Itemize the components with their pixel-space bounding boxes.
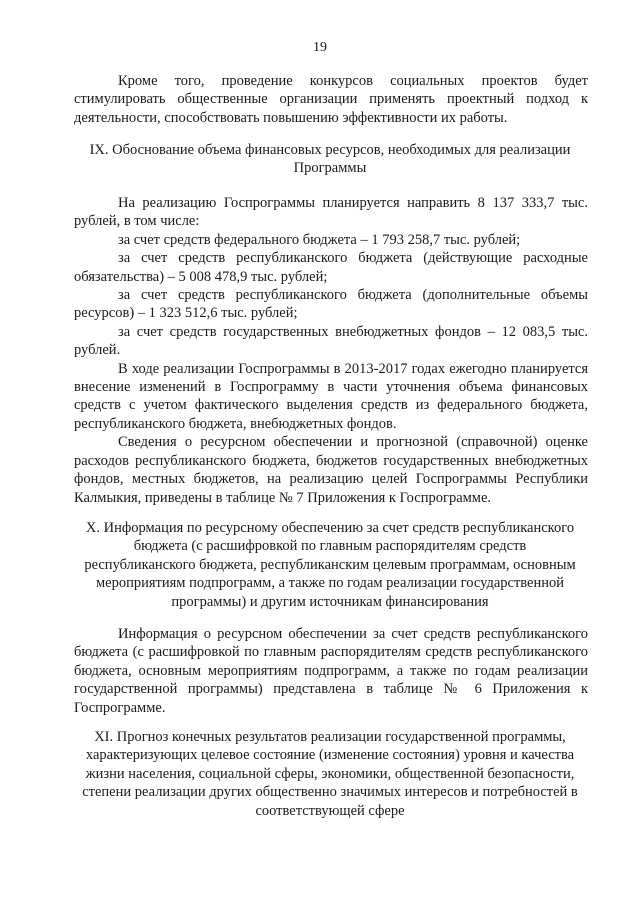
intro-paragraph: Кроме того, проведение конкурсов социальных проектов будет стимулировать общественные организации применять проектный подход к деятельности, способствовать повышению эффективности их работы. [74,73,588,126]
section-10-heading-line: программы) и другим источникам финансирования [171,593,489,610]
paragraph-total-funding: На реализацию Госпрограммы планируется направить 8 137 333,7 тыс. рублей, в том числе: [74,195,588,230]
section-10-heading-line: республиканского бюджета, республиканским целевым программам, основным [84,556,576,573]
section-9-body [74,194,588,507]
paragraph-extrabudgetary-funds: за счет средств государственных внебюджетных фондов – 12 083,5 тыс. рублей. [74,323,588,359]
page-number: 19 [313,40,327,55]
section-9-heading [60,141,600,178]
section-11-heading-line: характеризующих целевое состояние (изменение состояния) уровня и качества [85,747,575,764]
section-9-heading-line: IX. Обоснование объема финансовых ресурсов, необходимых для реализации [89,142,571,158]
section-10-heading-line: мероприятиям подпрограмм, а также по годам реализации государственной [95,575,565,592]
section-11-heading-line: степени реализации других общественно значимых интересов и потребностей в [82,784,578,801]
paragraph-republican-budget-current: за счет средств республиканского бюджета (действующие расходные обязательства) – 5 008 478,9 тыс. рублей; [74,250,588,285]
section-11-heading [60,728,600,820]
intro-block [74,72,588,127]
section-9-heading-line: Программы [293,160,367,177]
section-10-heading [60,519,600,611]
paragraph-resource-info: Сведения о ресурсном обеспечении и прогнозной (справочной) оценке расходов республиканского бюджета, бюджетов государственных внебюджетных фондов, местных бюджетов, на реализацию целей Госпрограммы Республики Калмыкия, приведены в таблице № 7 Приложения к Госпрограмме. [74,434,588,506]
paragraph-republican-budget-additional: за счет средств республиканского бюджета (дополнительные объемы ресурсов) – 1 323 512,6 тыс. рублей; [74,287,588,322]
section-10-body [74,625,588,717]
section-11-heading-line: жизни населения, социальной сферы, экономики, общественной безопасности, [85,765,575,782]
paragraph-annual-changes: В ходе реализации Госпрограммы в 2013-2017 годах ежегодно планируется внесение изменений в Госпрограмму в части уточнения объема финансовых средств с учетом фактического выделения средств из федерального бюджета, республиканского бюджета, внебюджетных фондов. [74,360,588,432]
section-11-heading-line: XI. Прогноз конечных результатов реализации государственной программы, [94,729,566,745]
section-10-heading-line: X. Информация по ресурсному обеспечению за счет средств республиканского [85,520,575,536]
section-11-heading-line: соответствующей сфере [255,802,405,819]
paragraph-resource-provision: Информация о ресурсном обеспечении за счет средств республиканского бюджета (с расшифровкой по главным распорядителям средств республиканского бюджета, основным мероприятиям подпрограмм, а также по годам реализации государственной программы) представлена в таблице № 6 Приложения к Госпрограмме. [74,626,588,716]
paragraph-federal-budget: за счет средств федерального бюджета – 1 793 258,7 тыс. рублей; [118,231,521,248]
section-10-heading-line: бюджета (с расшифровкой по главным распорядителям средств [133,538,527,555]
